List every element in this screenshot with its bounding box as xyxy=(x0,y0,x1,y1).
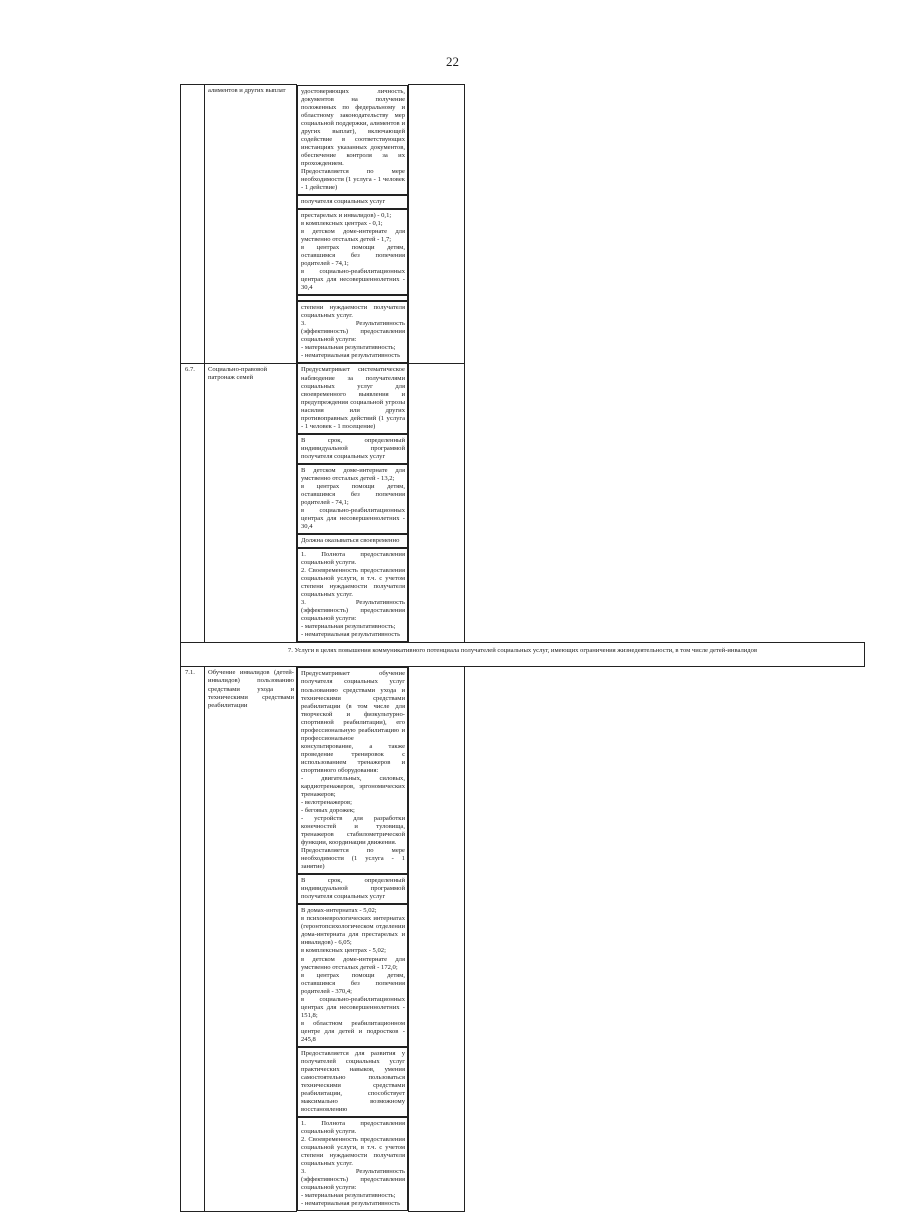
service-term: получателя социальных услуг xyxy=(297,195,408,209)
service-term: В срок, определенный индивидуальной программой получателя социальных услуг xyxy=(297,874,408,904)
service-name: Социально-правовой патронаж семей xyxy=(205,363,297,642)
service-content: Предусматривает систематическое наблюдение за получателями социальных услуг для своевременного выявления и предупреждения социальной угрозы насилия или других противоправных действий (1 услуга - 1 человек - 1 посещение) xyxy=(297,363,408,433)
services-table xyxy=(180,84,865,1212)
service-extra xyxy=(409,85,465,364)
row-number: 7.1. xyxy=(181,667,205,1212)
service-indicators: 1. Полнота предоставления социальной услуги. 2. Своевременность предоставления социальной услуги, в т.ч. с учетом степени нуждаемости получателя социальных услуг. 3. Результативность (эффективность) предоставления социальной услуги: - материальная результативность; - нематериальная результативность xyxy=(297,1117,408,1211)
service-norms: В домах-интернатах - 5,02; в психоневрологических интернатах (геронтопсихологическом отделении дома-интерната для престарелых и инвалидов) - 6,05; в комплексных центрах - 5,02; в детском доме-интернате для умственно отсталых детей - 172,0; в центрах помощи детям, оставшимся без попечения родителей - 370,4; в социально-реабилитационных центрах для несовершеннолетних - 151,8; в областном реабилитационном центре для детей и подростков - 245,8 xyxy=(297,904,408,1047)
page-number: 22 xyxy=(446,54,459,69)
service-indicators: степени нуждаемости получателя социальных услуг. 3. Результативность (эффективность) предоставления социальной услуги: - материальная результативность; - нематериальная результативность xyxy=(297,301,408,363)
table-row xyxy=(181,85,865,364)
row-number: 6.7. xyxy=(181,363,205,642)
service-content: Предусматривает обучение получателя социальных услуг пользованию средствами ухода и техническими средствами реабилитации (в том числе для творческой и физкультурно-спортивной реабилитации), его профессиональную реабилитацию и профессиональное консультирование, а также проведение тренировок с использованием тренажеров и спортивного оборудования: - двигательных, силовых, кардиотренажеров, эргономических тренажеров; - велотренажеров; - беговых дорожек; - устройств для разработки конечностей и туловища, тренажеров стабилометрической функции, координации движения. Предоставляется по мере необходимости (1 услуга - 1 занятие) xyxy=(297,667,408,874)
service-name: алиментов и других выплат xyxy=(205,85,297,364)
table-row xyxy=(181,667,865,1212)
table-row xyxy=(181,363,865,642)
service-norms: В детском доме-интернате для умственно отсталых детей - 13,2; в центрах помощи детям, оставшимся без попечения родителей - 74,1; в социально-реабилитационных центрах для несовершеннолетних - 30,4 xyxy=(297,464,408,534)
service-norms: престарелых и инвалидов) - 0,1; в комплексных центрах - 0,1; в детском доме-интернате для умственно отсталых детей - 1,7; в центрах помощи детям, оставшимся без попечения родителей - 74,1; в социально-реабилитационных центрах для несовершеннолетних - 30,4 xyxy=(297,209,408,295)
service-term: В срок, определенный индивидуальной программой получателя социальных услуг xyxy=(297,434,408,464)
service-extra xyxy=(409,363,465,642)
service-indicators: 1. Полнота предоставления социальной услуги. 2. Своевременность предоставления социальной услуги, в т.ч. с учетом степени нуждаемости получателя социальных услуг. 3. Результативность (эффективность) предоставления социальной услуги: - материальная результативность; - нематериальная результативность xyxy=(297,548,408,642)
service-conditions: Предоставляется для развития у получателей социальных услуг практических навыков, умения самостоятельно пользоваться техническими средствами реабилитации, способствует максимально возможному восстановлению xyxy=(297,1047,408,1117)
section-title: 7. Услуги в целях повышения коммуникативного потенциала получателей социальных услуг, имеющих ограничения жизнедеятельности, в том числе детей-инвалидов xyxy=(181,643,865,667)
service-name: Обучение инвалидов (детей-инвалидов) пользованию средствами ухода и техническими средствами реабилитации xyxy=(205,667,297,1212)
service-extra xyxy=(409,667,465,1212)
service-conditions: Должна оказываться своевременно xyxy=(297,534,408,548)
row-number xyxy=(181,85,205,364)
section-header-row xyxy=(181,643,865,667)
service-content: удостоверяющих личность, документов на получение положенных по федеральному и областному законодательству мер социальной поддержки, алиментов и других выплат), включающей содействие в соответствующих инстанциях указанных документов, обеспечение контроля за их прохождением. Предоставляется по мере необходимости (1 услуга - 1 человек - 1 действие) xyxy=(297,85,408,195)
